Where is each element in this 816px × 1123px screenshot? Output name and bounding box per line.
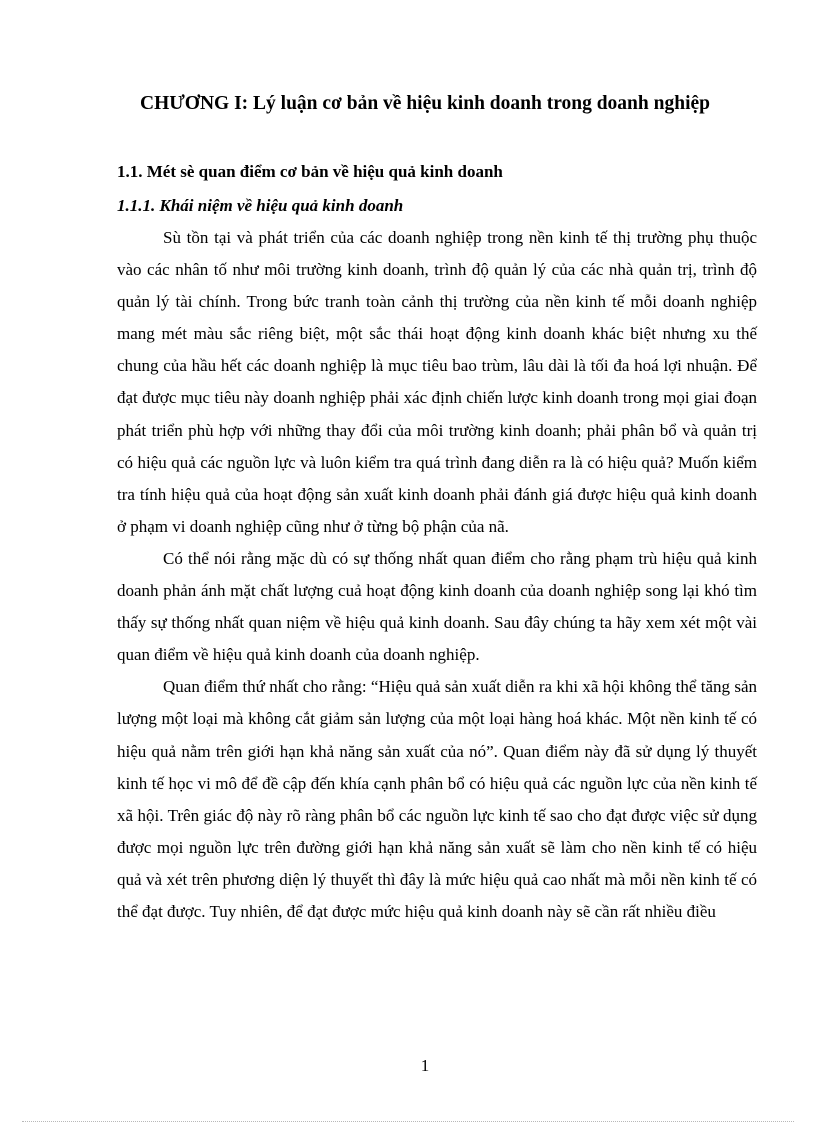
paragraph: Có thể nói rằng mặc dù có sự thống nhất quan điểm cho rằng phạm trù hiệu quả kinh doanh phản ánh mặt chất lượng cuả hoạt động kinh doanh của doanh nghiệp song lại khó tìm thấy sự thống nhất quan niệm về hiệu quả kinh doanh. Sau đây chúng ta hãy xem xét một vài quan điểm về hiệu quả kinh doanh của doanh nghiệp. — [117, 548, 757, 665]
page-bottom-rule — [22, 1121, 794, 1122]
body-text — [117, 222, 757, 928]
subsection-heading: 1.1.1. Khái niệm về hiệu quả kinh doanh — [117, 196, 404, 215]
page-number: 1 — [420, 1056, 430, 1075]
paragraph: Quan điểm thứ nhất cho rằng: “Hiệu quả sản xuất diễn ra khi xã hội không thể tăng sản lượng một loại mà không cắt giảm sản lượng của một loại hàng hoá khác. Một nền kinh tế có hiệu quả nằm trên giới hạn khả năng sản xuất của nó”. Quan điểm này đã sử dụng lý thuyết kinh tế học vi mô để đề cập đến khía cạnh phân bổ có hiệu quả các nguồn lực của nền kinh tế xã hội. Trên giác độ này rõ ràng phân bổ các nguồn lực kinh tế sao cho đạt được việc sử dụng được mọi nguồn lực trên đường giới hạn khả năng sản xuất sẽ làm cho nền kinh tế có hiệu quả và xét trên phương diện lý thuyết thì đây là mức hiệu quả cao nhất mà mỗi nền kinh tế có thể đạt được. Tuy nhiên, để đạt được mức hiệu quả kinh doanh này sẽ cần rất nhiều điều — [117, 677, 757, 921]
chapter-title: CHƯƠNG I: Lý luận cơ bản về hiệu kinh doanh trong doanh nghiệp — [140, 93, 710, 114]
paragraph: Sù tồn tại và phát triển của các doanh nghiệp trong nền kinh tế thị trường phụ thuộc vào các nhân tố như môi trường kinh doanh, trình độ quản lý của các nhà quản trị, trình độ quản lý tài chính. Trong bức tranh toàn cảnh thị trường của nền kinh tế mỗi doanh nghiệp mang mét màu sắc riêng biệt, một sắc thái hoạt động kinh doanh khác biệt nhưng xu thế chung của hầu hết các doanh nghiệp là mục tiêu bao trùm, lâu dài là tối đa hoá lợi nhuận. Để đạt được mục tiêu này doanh nghiệp phải xác định chiến lược kinh doanh trong mọi giai đoạn phát triển phù hợp với những thay đổi của môi trường kinh doanh; phải phân bổ và quản trị có hiệu quả các nguồn lực và luôn kiểm tra quá trình đang diễn ra là có hiệu quả? Muốn kiểm tra tính hiệu quả của hoạt động sản xuất kinh doanh phải đánh giá được hiệu quả kinh doanh ở phạm vi doanh nghiệp cũng như ở từng bộ phận của nã. — [117, 228, 757, 536]
section-heading: 1.1. Mét sè quan điểm cơ bản về hiệu quả kinh doanh — [117, 162, 503, 181]
